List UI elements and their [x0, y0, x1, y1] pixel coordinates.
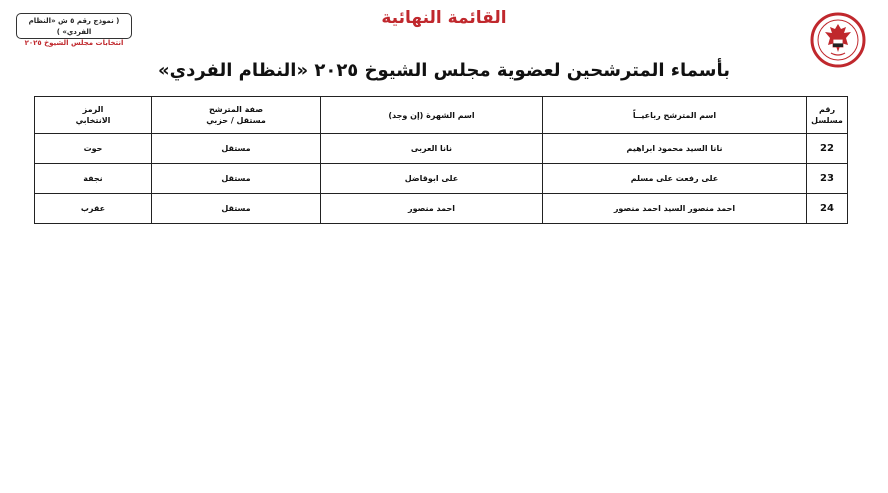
header-status-line1: صفة المترشح [208, 105, 264, 114]
form-number-box [16, 13, 132, 47]
cell-status: مستقل [152, 164, 321, 194]
election-label: انتخابات مجلس الشيوخ ٢٠٢٥ [24, 39, 124, 47]
table-row [35, 194, 848, 224]
cell-symbol: نجفة [35, 164, 152, 194]
header-name: اسم المترشح رباعيــاً [543, 97, 807, 134]
table-header-row [35, 97, 848, 134]
cell-symbol: حوت [35, 134, 152, 164]
cell-nickname: احمد منصور [321, 194, 543, 224]
page-title: القائمة النهائية [381, 8, 507, 28]
cell-serial: 23 [807, 164, 848, 194]
cell-nickname: نانا العربى [321, 134, 543, 164]
cell-serial: 24 [807, 194, 848, 224]
table-row [35, 134, 848, 164]
cell-nickname: على ابوقاضل [321, 164, 543, 194]
document-subtitle: بأسماء المترشحين لعضوية مجلس الشيوخ ٢٠٢٥ «النظام الفردي» [157, 60, 731, 81]
header-symbol [35, 97, 152, 134]
cell-name: احمد منصور السيد احمد منصور [543, 194, 807, 224]
header-nickname: اسم الشهرة (إن وجد) [321, 97, 543, 134]
cell-symbol: عقرب [35, 194, 152, 224]
cell-serial: 22 [807, 134, 848, 164]
header-serial-line1: رقم [818, 105, 836, 114]
form-number-label: ( نموذج رقم ٥ ش «النظام الفردي» ) [28, 17, 120, 36]
header-status-line2: مستقل / حزبي [206, 116, 266, 125]
cell-name: نانا السيد محمود ابراهيم [543, 134, 807, 164]
header-symbol-line2: الانتخابي [75, 116, 111, 125]
candidates-table [34, 96, 848, 224]
cell-status: مستقل [152, 194, 321, 224]
cell-name: على رفعت على مسلم [543, 164, 807, 194]
header-serial-line2: مسلسل [811, 116, 843, 125]
cell-status: مستقل [152, 134, 321, 164]
header-status [152, 97, 321, 134]
header-serial [807, 97, 848, 134]
header-symbol-line1: الرمز [82, 105, 104, 114]
table-row [35, 164, 848, 194]
